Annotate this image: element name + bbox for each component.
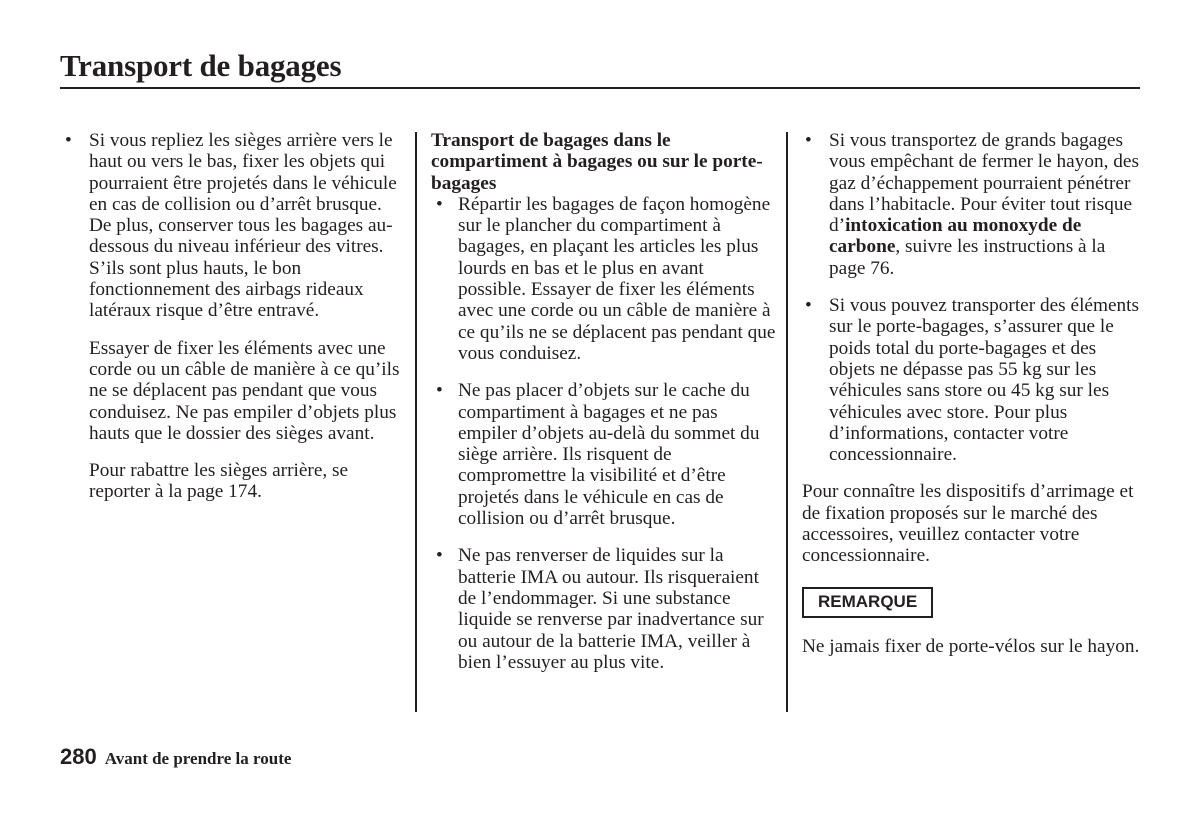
- column-divider-left: [415, 132, 417, 712]
- carbon-monoxide-warning: intoxication au monoxyde de carbone: [829, 215, 1082, 258]
- column-middle: [431, 130, 776, 689]
- column-right: [802, 130, 1142, 673]
- bullet-rear-seats: • Si vous repliez les sièges arrière vers le haut ou vers le bas, fixer les objets qui pourraient être projetés dans le véhicule en cas de collision ou d’arrêt brusque. De plus, conserver tous les bagages au-dessous du niveau inférieur des vitres. S’ils sont plus hauts, le bon fonctionnement des airbags rideaux latéraux risque d’être entravé.: [62, 130, 407, 322]
- paragraph-secure-items: Essayer de fixer les éléments avec une corde ou un câble de manière à ce qu’ils ne se déplacent pas pendant que vous conduisez. Ne pas empiler d’objets plus hauts que le dossier des sièges avant.: [89, 337, 400, 444]
- title-underline: [60, 87, 1140, 89]
- exhaust-text-end: , suivre les instructions à la page 76.: [829, 236, 1106, 279]
- bullet-roof-rack-weight: • Si vous pouvez transporter des éléments sur le porte-bagages, s’assurer que le poids total du porte-bagages et des objets ne dépasse pas 55 kg sur les véhicules sans store ou 45 kg sur les véhicules avec store. Pour plus d’informations, contacter votre concessionnaire.: [802, 295, 1142, 465]
- page-title: Transport de bagages: [60, 48, 342, 83]
- page-number: 280: [60, 744, 97, 769]
- page-footer: [60, 744, 291, 770]
- paragraph-accessories: Pour connaître les dispositifs d’arrimage et de fixation proposés sur le marché des accessoires, veuillez contacter votre concessionnaire.: [802, 481, 1134, 567]
- bullet-exhaust-warning: [802, 130, 1142, 279]
- bullet-cargo-cover: • Ne pas placer d’objets sur le cache du compartiment à bagages et ne pas empiler d’objets au-delà du sommet du siège arrière. Ils risquent de compromettre la visibilité et d’être projetés dans le véhicule en cas de collision ou d’arrêt brusque.: [431, 380, 776, 529]
- column-left: [62, 130, 407, 519]
- column-divider-right: [786, 132, 788, 712]
- notice-label: REMARQUE: [802, 587, 933, 618]
- paragraph-bike-rack: Ne jamais fixer de porte-vélos sur le hayon.: [802, 635, 1140, 657]
- exhaust-text-start: Si vous transportez de grands bagages vous empêchant de fermer le hayon, des gaz d’échappement pourraient pénétrer dans l’habitacle. Pour éviter tout risque d’: [829, 130, 1139, 237]
- paragraph-seat-reference: Pour rabattre les sièges arrière, se reporter à la page 174.: [89, 460, 349, 503]
- bullet-distribute-luggage: • Répartir les bagages de façon homogène sur le plancher du compartiment à bagages, en plaçant les articles les plus lourds en bas et le plus en avant possible. Essayer de fixer les éléments avec une corde ou un câble de manière à ce qu’ils ne se déplacent pas pendant que vous conduisez.: [431, 194, 776, 364]
- bullet-ima-battery: • Ne pas renverser de liquides sur la batterie IMA ou autour. Ils risqueraient de l’endommager. Si une substance liquide se renverse par inadvertance sur ou autour de la batterie IMA, veiller à bien l’essuyer au plus vite.: [431, 545, 776, 673]
- section-name: Avant de prendre la route: [104, 749, 292, 768]
- section-heading: Transport de bagages dans le compartiment à bagages ou sur le porte-bagages: [431, 130, 763, 194]
